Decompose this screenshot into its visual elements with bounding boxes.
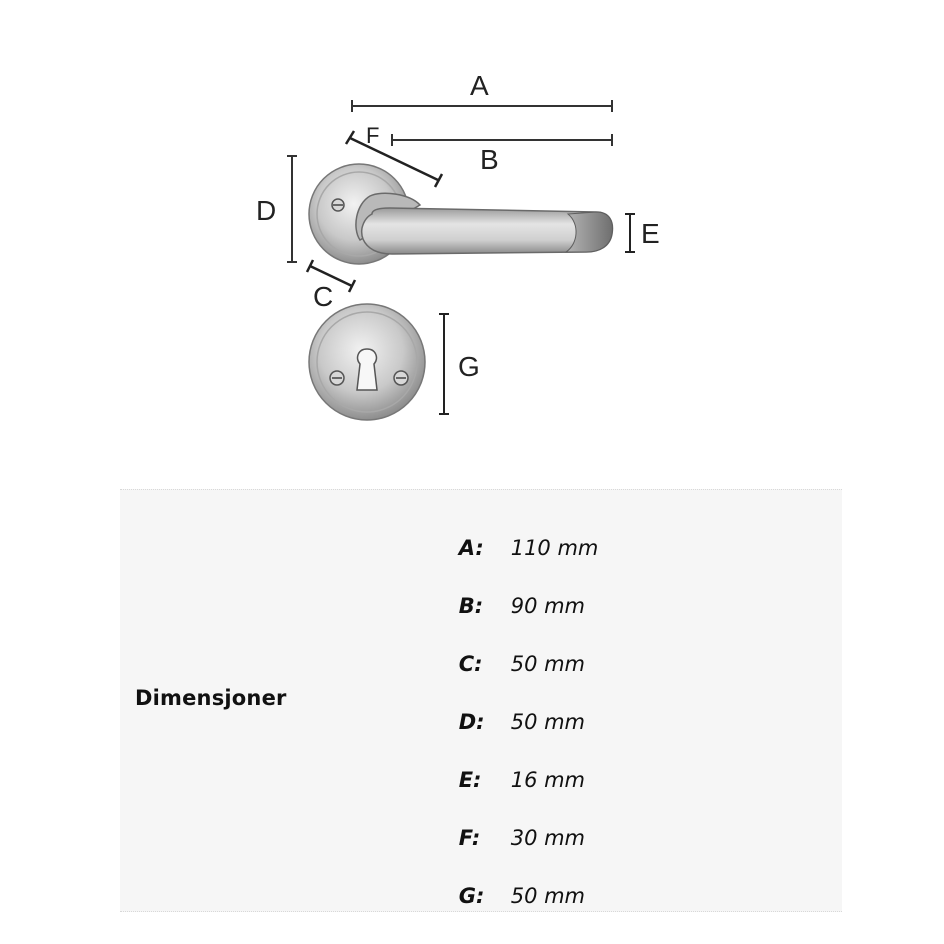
dimensions-table xyxy=(120,489,842,912)
spec-key: E: xyxy=(458,768,482,792)
spec-key: G: xyxy=(458,884,485,908)
dimension-g xyxy=(439,314,480,414)
door-handle-dimension-diagram xyxy=(0,0,944,470)
dimensions-heading: Dimensjoner xyxy=(135,686,287,710)
spec-value: 30 mm xyxy=(510,826,586,850)
handle-lever xyxy=(356,193,613,254)
spec-row-a xyxy=(432,512,752,560)
spec-row-e xyxy=(432,744,752,792)
spec-key: A: xyxy=(458,536,484,560)
spec-value: 16 mm xyxy=(510,768,586,792)
label-a: A xyxy=(470,70,489,101)
spec-key: C: xyxy=(458,652,483,676)
spec-value: 110 mm xyxy=(510,536,599,560)
spec-value: 50 mm xyxy=(510,884,586,908)
spec-key: D: xyxy=(458,710,485,734)
spec-row-f xyxy=(432,802,752,850)
dimension-c xyxy=(307,260,355,312)
dimension-e xyxy=(625,214,660,252)
spec-key: B: xyxy=(458,594,484,618)
spec-row-b xyxy=(432,570,752,618)
dimension-d xyxy=(256,156,297,262)
dimension-a xyxy=(352,70,612,112)
label-e: E xyxy=(641,218,660,249)
spec-row-d xyxy=(432,686,752,734)
label-f: F xyxy=(366,123,380,148)
spec-row-g xyxy=(432,860,752,908)
label-b: B xyxy=(480,144,499,175)
key-escutcheon xyxy=(309,304,425,420)
keyhole-icon xyxy=(357,349,377,390)
spec-value: 50 mm xyxy=(510,652,586,676)
spec-value: 50 mm xyxy=(510,710,586,734)
label-c: C xyxy=(313,281,334,312)
spec-value: 90 mm xyxy=(510,594,586,618)
label-d: D xyxy=(256,195,277,226)
spec-key: F: xyxy=(458,826,481,850)
label-g: G xyxy=(458,351,480,382)
spec-row-c xyxy=(432,628,752,676)
dimension-b xyxy=(392,134,612,175)
